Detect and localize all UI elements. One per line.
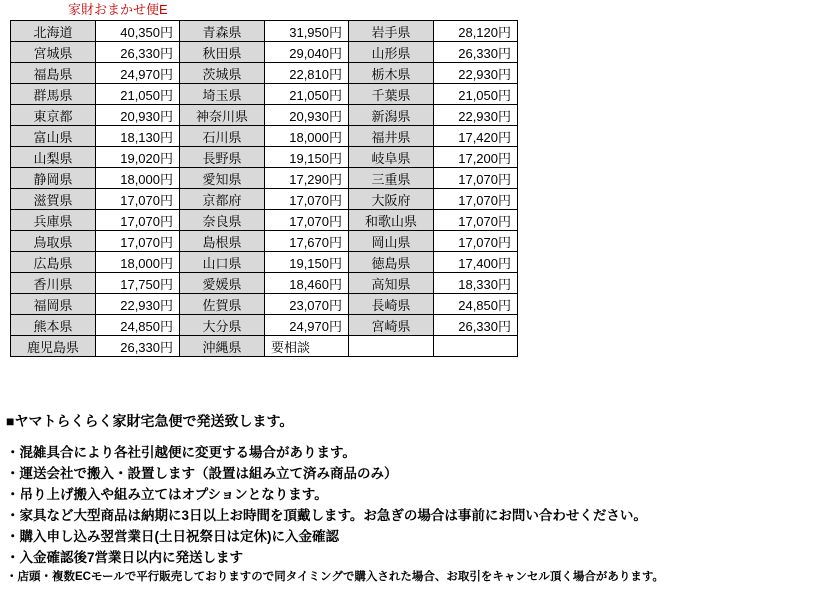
table-row xyxy=(11,252,518,273)
price-cell: 31,950円 xyxy=(265,21,349,42)
table-row xyxy=(11,315,518,336)
prefecture-cell: 福井県 xyxy=(349,126,434,147)
prefecture-cell: 和歌山県 xyxy=(349,210,434,231)
table-row xyxy=(11,42,518,63)
prefecture-cell: 秋田県 xyxy=(180,42,265,63)
prefecture-cell: 徳島県 xyxy=(349,252,434,273)
price-cell: 17,750円 xyxy=(96,273,180,294)
prefecture-cell: 愛知県 xyxy=(180,168,265,189)
table-row xyxy=(11,210,518,231)
prefecture-cell: 大阪府 xyxy=(349,189,434,210)
price-cell: 24,970円 xyxy=(96,63,180,84)
table-row xyxy=(11,189,518,210)
price-cell: 24,850円 xyxy=(434,294,518,315)
prefecture-cell: 富山県 xyxy=(11,126,96,147)
note-line: ・運送会社で搬入・設置します（設置は組み立て済み商品のみ） xyxy=(6,466,398,481)
price-cell: 17,070円 xyxy=(434,189,518,210)
table-row xyxy=(11,84,518,105)
prefecture-cell: 鹿児島県 xyxy=(11,336,96,357)
prefecture-cell: 新潟県 xyxy=(349,105,434,126)
prefecture-cell: 長野県 xyxy=(180,147,265,168)
prefecture-cell: 静岡県 xyxy=(11,168,96,189)
price-cell: 17,070円 xyxy=(96,189,180,210)
prefecture-cell: 兵庫県 xyxy=(11,210,96,231)
price-cell: 21,050円 xyxy=(96,84,180,105)
price-cell: 26,330円 xyxy=(434,42,518,63)
table-row xyxy=(11,168,518,189)
shipping-fee-table-body xyxy=(11,21,518,357)
price-cell: 18,000円 xyxy=(265,126,349,147)
price-cell-note: 要相談 xyxy=(265,336,349,357)
price-cell: 22,930円 xyxy=(434,105,518,126)
prefecture-cell: 大分県 xyxy=(180,315,265,336)
price-cell: 18,460円 xyxy=(265,273,349,294)
price-cell: 19,020円 xyxy=(96,147,180,168)
prefecture-cell: 鳥取県 xyxy=(11,231,96,252)
notes-heading: ■ヤマトらくらく家財宅急便で発送致します。 xyxy=(6,413,294,429)
notes-section xyxy=(6,410,816,587)
table-row xyxy=(11,126,518,147)
empty-cell xyxy=(434,336,518,357)
prefecture-cell: 石川県 xyxy=(180,126,265,147)
prefecture-cell: 福岡県 xyxy=(11,294,96,315)
empty-cell xyxy=(349,336,434,357)
prefecture-cell: 神奈川県 xyxy=(180,105,265,126)
note-line: ・入金確認後7営業日以内に発送します xyxy=(6,550,244,565)
price-cell: 26,330円 xyxy=(434,315,518,336)
prefecture-cell: 滋賀県 xyxy=(11,189,96,210)
price-cell: 26,330円 xyxy=(96,336,180,357)
table-row xyxy=(11,147,518,168)
prefecture-cell: 沖縄県 xyxy=(180,336,265,357)
price-cell: 22,930円 xyxy=(434,63,518,84)
prefecture-cell: 三重県 xyxy=(349,168,434,189)
price-cell: 17,070円 xyxy=(434,168,518,189)
prefecture-cell: 青森県 xyxy=(180,21,265,42)
prefecture-cell: 東京都 xyxy=(11,105,96,126)
price-cell: 17,070円 xyxy=(265,189,349,210)
prefecture-cell: 高知県 xyxy=(349,273,434,294)
price-cell: 18,330円 xyxy=(434,273,518,294)
price-cell: 17,420円 xyxy=(434,126,518,147)
price-cell: 17,070円 xyxy=(96,231,180,252)
prefecture-cell: 北海道 xyxy=(11,21,96,42)
prefecture-cell: 栃木県 xyxy=(349,63,434,84)
price-cell: 23,070円 xyxy=(265,294,349,315)
prefecture-cell: 香川県 xyxy=(11,273,96,294)
price-cell: 18,000円 xyxy=(96,168,180,189)
price-cell: 17,670円 xyxy=(265,231,349,252)
note-line-small: ・店頭・複数ECモールで平行販売しておりますので同タイミングで購入された場合、お取引をキャンセル頂く場合があります。 xyxy=(6,571,664,583)
prefecture-cell: 宮崎県 xyxy=(349,315,434,336)
prefecture-cell: 長崎県 xyxy=(349,294,434,315)
prefecture-cell: 島根県 xyxy=(180,231,265,252)
price-cell: 29,040円 xyxy=(265,42,349,63)
price-cell: 20,930円 xyxy=(96,105,180,126)
prefecture-cell: 京都府 xyxy=(180,189,265,210)
note-line: ・混雑具合により各社引越便に変更する場合があります。 xyxy=(6,445,356,460)
table-row xyxy=(11,63,518,84)
price-cell: 26,330円 xyxy=(96,42,180,63)
prefecture-cell: 福島県 xyxy=(11,63,96,84)
prefecture-cell: 愛媛県 xyxy=(180,273,265,294)
price-cell: 21,050円 xyxy=(265,84,349,105)
prefecture-cell: 佐賀県 xyxy=(180,294,265,315)
price-cell: 24,850円 xyxy=(96,315,180,336)
table-row xyxy=(11,231,518,252)
prefecture-cell: 埼玉県 xyxy=(180,84,265,105)
table-row xyxy=(11,294,518,315)
table-row xyxy=(11,21,518,42)
price-cell: 40,350円 xyxy=(96,21,180,42)
prefecture-cell: 岩手県 xyxy=(349,21,434,42)
shipping-fee-table xyxy=(10,20,518,357)
price-cell: 17,200円 xyxy=(434,147,518,168)
price-cell: 24,970円 xyxy=(265,315,349,336)
page-title: 家財おまかせ便E xyxy=(68,2,168,17)
price-cell: 17,070円 xyxy=(434,210,518,231)
prefecture-cell: 岐阜県 xyxy=(349,147,434,168)
price-cell: 17,070円 xyxy=(434,231,518,252)
prefecture-cell: 山形県 xyxy=(349,42,434,63)
price-cell: 17,290円 xyxy=(265,168,349,189)
prefecture-cell: 群馬県 xyxy=(11,84,96,105)
price-cell: 28,120円 xyxy=(434,21,518,42)
price-cell: 17,400円 xyxy=(434,252,518,273)
price-cell: 19,150円 xyxy=(265,147,349,168)
prefecture-cell: 岡山県 xyxy=(349,231,434,252)
prefecture-cell: 山口県 xyxy=(180,252,265,273)
note-line: ・購入申し込み翌営業日(土日祝祭日は定休)に入金確認 xyxy=(6,529,339,544)
prefecture-cell: 熊本県 xyxy=(11,315,96,336)
price-cell: 19,150円 xyxy=(265,252,349,273)
prefecture-cell: 宮城県 xyxy=(11,42,96,63)
price-cell: 20,930円 xyxy=(265,105,349,126)
price-cell: 22,810円 xyxy=(265,63,349,84)
prefecture-cell: 茨城県 xyxy=(180,63,265,84)
price-cell: 17,070円 xyxy=(265,210,349,231)
table-row xyxy=(11,105,518,126)
price-cell: 22,930円 xyxy=(96,294,180,315)
price-cell: 21,050円 xyxy=(434,84,518,105)
prefecture-cell: 山梨県 xyxy=(11,147,96,168)
price-cell: 18,130円 xyxy=(96,126,180,147)
note-line: ・家具など大型商品は納期に3日以上お時間を頂戴します。お急ぎの場合は事前にお問い合わせください。 xyxy=(6,508,647,523)
price-cell: 18,000円 xyxy=(96,252,180,273)
prefecture-cell: 広島県 xyxy=(11,252,96,273)
price-cell: 17,070円 xyxy=(96,210,180,231)
prefecture-cell: 奈良県 xyxy=(180,210,265,231)
table-row xyxy=(11,336,518,357)
note-line: ・吊り上げ搬入や組み立てはオプションとなります。 xyxy=(6,487,328,502)
table-row xyxy=(11,273,518,294)
prefecture-cell: 千葉県 xyxy=(349,84,434,105)
